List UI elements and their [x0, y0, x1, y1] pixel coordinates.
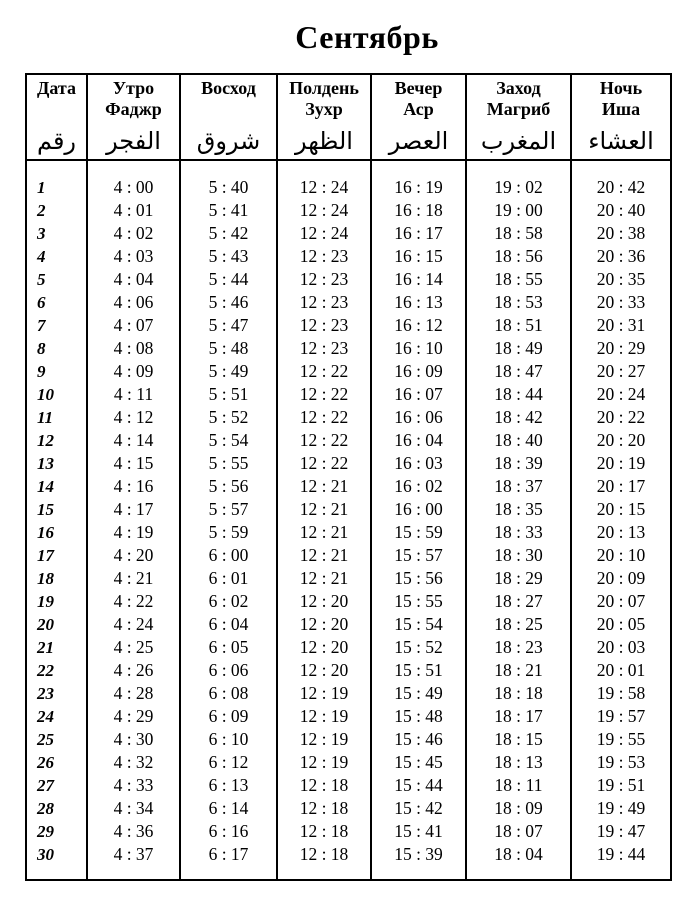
time-value: 18 : 25 — [466, 613, 571, 636]
table-row — [26, 160, 671, 199]
time-value: 4 : 17 — [87, 498, 180, 521]
time-value: 4 : 37 — [87, 843, 180, 880]
table-row — [26, 567, 671, 590]
time-value: 5 : 55 — [180, 452, 277, 475]
time-value: 6 : 14 — [180, 797, 277, 820]
day-number: 10 — [26, 383, 87, 406]
time-value: 5 : 51 — [180, 383, 277, 406]
time-value: 4 : 29 — [87, 705, 180, 728]
time-value: 6 : 17 — [180, 843, 277, 880]
time-value: 5 : 48 — [180, 337, 277, 360]
time-value: 12 : 19 — [277, 705, 371, 728]
table-row — [26, 843, 671, 880]
header-ru-line: Ночь — [599, 78, 643, 98]
day-number: 23 — [26, 682, 87, 705]
time-value: 19 : 51 — [571, 774, 671, 797]
time-value: 6 : 08 — [180, 682, 277, 705]
time-value: 12 : 22 — [277, 360, 371, 383]
time-value: 19 : 53 — [571, 751, 671, 774]
time-value: 4 : 06 — [87, 291, 180, 314]
day-number: 1 — [26, 160, 87, 199]
time-value: 18 : 37 — [466, 475, 571, 498]
day-number: 17 — [26, 544, 87, 567]
time-value: 12 : 19 — [277, 682, 371, 705]
time-value: 20 : 05 — [571, 613, 671, 636]
time-value: 18 : 51 — [466, 314, 571, 337]
time-value: 18 : 40 — [466, 429, 571, 452]
time-value: 20 : 20 — [571, 429, 671, 452]
time-value: 18 : 30 — [466, 544, 571, 567]
time-value: 15 : 59 — [371, 521, 466, 544]
header-arabic-label: رقم — [36, 127, 77, 155]
time-value: 19 : 47 — [571, 820, 671, 843]
time-value: 4 : 19 — [87, 521, 180, 544]
day-number: 16 — [26, 521, 87, 544]
time-value: 19 : 49 — [571, 797, 671, 820]
time-value: 18 : 33 — [466, 521, 571, 544]
time-value: 18 : 55 — [466, 268, 571, 291]
column-header-date — [26, 74, 87, 160]
time-value: 18 : 18 — [466, 682, 571, 705]
header-ru-line: Заход — [496, 78, 541, 98]
time-value: 4 : 21 — [87, 567, 180, 590]
time-value: 16 : 12 — [371, 314, 466, 337]
time-value: 19 : 55 — [571, 728, 671, 751]
time-value: 20 : 09 — [571, 567, 671, 590]
time-value: 6 : 02 — [180, 590, 277, 613]
time-value: 4 : 16 — [87, 475, 180, 498]
table-row — [26, 199, 671, 222]
time-value: 20 : 27 — [571, 360, 671, 383]
time-value: 12 : 21 — [277, 498, 371, 521]
time-value: 5 : 42 — [180, 222, 277, 245]
time-value: 18 : 39 — [466, 452, 571, 475]
time-value: 15 : 39 — [371, 843, 466, 880]
day-number: 27 — [26, 774, 87, 797]
time-value: 15 : 56 — [371, 567, 466, 590]
table-row — [26, 659, 671, 682]
table-row — [26, 705, 671, 728]
day-number: 4 — [26, 245, 87, 268]
table-row — [26, 360, 671, 383]
time-value: 5 : 56 — [180, 475, 277, 498]
time-value: 4 : 08 — [87, 337, 180, 360]
time-value: 12 : 23 — [277, 337, 371, 360]
time-value: 6 : 13 — [180, 774, 277, 797]
time-value: 18 : 29 — [466, 567, 571, 590]
header-arabic-label: العشاء — [588, 127, 654, 155]
time-value: 20 : 31 — [571, 314, 671, 337]
time-value: 12 : 22 — [277, 452, 371, 475]
time-value: 4 : 25 — [87, 636, 180, 659]
day-number: 18 — [26, 567, 87, 590]
table-row — [26, 268, 671, 291]
time-value: 20 : 42 — [571, 160, 671, 199]
table-row — [26, 521, 671, 544]
day-number: 14 — [26, 475, 87, 498]
day-number: 13 — [26, 452, 87, 475]
time-value: 20 : 07 — [571, 590, 671, 613]
time-value: 12 : 18 — [277, 797, 371, 820]
time-value: 6 : 09 — [180, 705, 277, 728]
time-value: 20 : 38 — [571, 222, 671, 245]
time-value: 5 : 41 — [180, 199, 277, 222]
time-value: 16 : 19 — [371, 160, 466, 199]
time-value: 19 : 58 — [571, 682, 671, 705]
table-row — [26, 337, 671, 360]
header-arabic-label: العصر — [388, 127, 449, 155]
time-value: 20 : 33 — [571, 291, 671, 314]
time-value: 5 : 46 — [180, 291, 277, 314]
time-value: 4 : 15 — [87, 452, 180, 475]
time-value: 6 : 12 — [180, 751, 277, 774]
time-value: 6 : 16 — [180, 820, 277, 843]
column-header-dhuhr — [277, 74, 371, 160]
header-ru-line: Иша — [601, 99, 641, 119]
time-value: 4 : 36 — [87, 820, 180, 843]
day-number: 12 — [26, 429, 87, 452]
time-value: 12 : 19 — [277, 728, 371, 751]
time-value: 4 : 34 — [87, 797, 180, 820]
time-value: 12 : 23 — [277, 314, 371, 337]
table-row — [26, 797, 671, 820]
header-ru-line: Вечер — [394, 78, 443, 98]
time-value: 12 : 24 — [277, 222, 371, 245]
header-ru-line: Дата — [37, 78, 76, 98]
time-value: 4 : 09 — [87, 360, 180, 383]
table-row — [26, 728, 671, 751]
time-value: 12 : 18 — [277, 843, 371, 880]
time-value: 18 : 58 — [466, 222, 571, 245]
day-number: 9 — [26, 360, 87, 383]
time-value: 12 : 23 — [277, 245, 371, 268]
time-value: 16 : 18 — [371, 199, 466, 222]
time-value: 12 : 24 — [277, 199, 371, 222]
column-header-fajr — [87, 74, 180, 160]
time-value: 4 : 33 — [87, 774, 180, 797]
time-value: 16 : 09 — [371, 360, 466, 383]
time-value: 19 : 00 — [466, 199, 571, 222]
time-value: 6 : 06 — [180, 659, 277, 682]
time-value: 18 : 21 — [466, 659, 571, 682]
time-value: 12 : 22 — [277, 406, 371, 429]
time-value: 15 : 45 — [371, 751, 466, 774]
time-value: 12 : 21 — [277, 475, 371, 498]
time-value: 20 : 15 — [571, 498, 671, 521]
time-value: 5 : 43 — [180, 245, 277, 268]
time-value: 5 : 47 — [180, 314, 277, 337]
time-value: 4 : 04 — [87, 268, 180, 291]
header-ru-line: Магриб — [486, 99, 551, 119]
table-row — [26, 222, 671, 245]
column-header-isha — [571, 74, 671, 160]
time-value: 5 : 59 — [180, 521, 277, 544]
time-value: 12 : 23 — [277, 291, 371, 314]
table-row — [26, 475, 671, 498]
time-value: 18 : 15 — [466, 728, 571, 751]
day-number: 2 — [26, 199, 87, 222]
time-value: 12 : 19 — [277, 751, 371, 774]
time-value: 5 : 54 — [180, 429, 277, 452]
time-value: 4 : 07 — [87, 314, 180, 337]
day-number: 28 — [26, 797, 87, 820]
time-value: 15 : 49 — [371, 682, 466, 705]
table-row — [26, 291, 671, 314]
day-number: 21 — [26, 636, 87, 659]
time-value: 4 : 01 — [87, 199, 180, 222]
page-title: Сентябрь — [295, 19, 439, 55]
time-value: 5 : 44 — [180, 268, 277, 291]
time-value: 15 : 46 — [371, 728, 466, 751]
time-value: 16 : 03 — [371, 452, 466, 475]
table-row — [26, 452, 671, 475]
table-row — [26, 682, 671, 705]
day-number: 20 — [26, 613, 87, 636]
time-value: 16 : 06 — [371, 406, 466, 429]
header-ru-line: Утро — [112, 78, 155, 98]
time-value: 15 : 57 — [371, 544, 466, 567]
time-value: 15 : 52 — [371, 636, 466, 659]
table-row — [26, 820, 671, 843]
time-value: 12 : 22 — [277, 429, 371, 452]
time-value: 4 : 22 — [87, 590, 180, 613]
table-row — [26, 751, 671, 774]
header-ru-line: Фаджр — [105, 99, 162, 119]
time-value: 20 : 10 — [571, 544, 671, 567]
time-value: 15 : 42 — [371, 797, 466, 820]
day-number: 24 — [26, 705, 87, 728]
table-row — [26, 544, 671, 567]
table-row — [26, 636, 671, 659]
time-value: 4 : 20 — [87, 544, 180, 567]
time-value: 16 : 00 — [371, 498, 466, 521]
column-header-maghrib — [466, 74, 571, 160]
time-value: 16 : 17 — [371, 222, 466, 245]
day-number: 22 — [26, 659, 87, 682]
table-row — [26, 245, 671, 268]
time-value: 15 : 55 — [371, 590, 466, 613]
time-value: 18 : 13 — [466, 751, 571, 774]
time-value: 12 : 20 — [277, 636, 371, 659]
table-header — [26, 74, 671, 160]
time-value: 19 : 57 — [571, 705, 671, 728]
time-value: 20 : 19 — [571, 452, 671, 475]
day-number: 5 — [26, 268, 87, 291]
time-value: 6 : 04 — [180, 613, 277, 636]
day-number: 11 — [26, 406, 87, 429]
table-row — [26, 613, 671, 636]
header-arabic-label: شروق — [196, 127, 261, 155]
table-row — [26, 590, 671, 613]
time-value: 12 : 23 — [277, 268, 371, 291]
time-value: 4 : 30 — [87, 728, 180, 751]
time-value: 12 : 21 — [277, 521, 371, 544]
column-header-asr — [371, 74, 466, 160]
time-value: 18 : 53 — [466, 291, 571, 314]
header-ru-line: Аср — [403, 99, 434, 119]
time-value: 4 : 11 — [87, 383, 180, 406]
time-value: 19 : 02 — [466, 160, 571, 199]
time-value: 18 : 44 — [466, 383, 571, 406]
time-value: 20 : 22 — [571, 406, 671, 429]
time-value: 4 : 12 — [87, 406, 180, 429]
day-number: 29 — [26, 820, 87, 843]
time-value: 18 : 42 — [466, 406, 571, 429]
time-value: 16 : 02 — [371, 475, 466, 498]
time-value: 15 : 54 — [371, 613, 466, 636]
time-value: 18 : 47 — [466, 360, 571, 383]
time-value: 12 : 22 — [277, 383, 371, 406]
time-value: 16 : 14 — [371, 268, 466, 291]
time-value: 20 : 35 — [571, 268, 671, 291]
day-number: 3 — [26, 222, 87, 245]
table-row — [26, 774, 671, 797]
day-number: 25 — [26, 728, 87, 751]
time-value: 16 : 13 — [371, 291, 466, 314]
prayer-times-table — [25, 73, 672, 881]
time-value: 12 : 20 — [277, 613, 371, 636]
header-row — [26, 74, 671, 160]
time-value: 18 : 56 — [466, 245, 571, 268]
table-row — [26, 429, 671, 452]
time-value: 18 : 17 — [466, 705, 571, 728]
time-value: 4 : 28 — [87, 682, 180, 705]
header-ru-line: Восход — [201, 78, 256, 98]
time-value: 20 : 01 — [571, 659, 671, 682]
day-number: 6 — [26, 291, 87, 314]
day-number: 19 — [26, 590, 87, 613]
time-value: 4 : 32 — [87, 751, 180, 774]
time-value: 19 : 44 — [571, 843, 671, 880]
time-value: 18 : 04 — [466, 843, 571, 880]
time-value: 4 : 14 — [87, 429, 180, 452]
time-value: 16 : 10 — [371, 337, 466, 360]
day-number: 15 — [26, 498, 87, 521]
time-value: 20 : 17 — [571, 475, 671, 498]
time-value: 12 : 20 — [277, 659, 371, 682]
time-value: 18 : 27 — [466, 590, 571, 613]
time-value: 20 : 29 — [571, 337, 671, 360]
time-value: 12 : 24 — [277, 160, 371, 199]
column-header-sunrise — [180, 74, 277, 160]
time-value: 5 : 57 — [180, 498, 277, 521]
time-value: 18 : 07 — [466, 820, 571, 843]
time-value: 5 : 40 — [180, 160, 277, 199]
time-value: 20 : 03 — [571, 636, 671, 659]
time-value: 18 : 35 — [466, 498, 571, 521]
header-arabic-label: الفجر — [106, 127, 161, 155]
time-value: 15 : 51 — [371, 659, 466, 682]
time-value: 4 : 02 — [87, 222, 180, 245]
time-value: 20 : 13 — [571, 521, 671, 544]
header-ru-line: Зухр — [305, 99, 343, 119]
table-row — [26, 383, 671, 406]
header-arabic-label: المغرب — [480, 127, 557, 155]
time-value: 20 : 36 — [571, 245, 671, 268]
time-value: 18 : 09 — [466, 797, 571, 820]
time-value: 15 : 48 — [371, 705, 466, 728]
day-number: 26 — [26, 751, 87, 774]
time-value: 15 : 44 — [371, 774, 466, 797]
time-value: 18 : 11 — [466, 774, 571, 797]
time-value: 4 : 26 — [87, 659, 180, 682]
time-value: 12 : 21 — [277, 544, 371, 567]
time-value: 16 : 04 — [371, 429, 466, 452]
time-value: 18 : 49 — [466, 337, 571, 360]
time-value: 5 : 49 — [180, 360, 277, 383]
time-value: 4 : 24 — [87, 613, 180, 636]
time-value: 20 : 40 — [571, 199, 671, 222]
time-value: 20 : 24 — [571, 383, 671, 406]
time-value: 6 : 00 — [180, 544, 277, 567]
header-arabic-label: الظهر — [295, 127, 353, 155]
time-value: 5 : 52 — [180, 406, 277, 429]
table-row — [26, 406, 671, 429]
time-value: 12 : 18 — [277, 820, 371, 843]
table-row — [26, 314, 671, 337]
time-value: 12 : 21 — [277, 567, 371, 590]
header-ru-line: Полдень — [289, 78, 359, 98]
time-value: 18 : 23 — [466, 636, 571, 659]
table-row — [26, 498, 671, 521]
time-value: 6 : 05 — [180, 636, 277, 659]
time-value: 4 : 00 — [87, 160, 180, 199]
time-value: 15 : 41 — [371, 820, 466, 843]
time-value: 12 : 20 — [277, 590, 371, 613]
day-number: 30 — [26, 843, 87, 880]
time-value: 12 : 18 — [277, 774, 371, 797]
day-number: 7 — [26, 314, 87, 337]
time-value: 6 : 10 — [180, 728, 277, 751]
time-value: 6 : 01 — [180, 567, 277, 590]
time-value: 4 : 03 — [87, 245, 180, 268]
time-value: 16 : 15 — [371, 245, 466, 268]
day-number: 8 — [26, 337, 87, 360]
time-value: 16 : 07 — [371, 383, 466, 406]
table-body — [26, 160, 671, 880]
